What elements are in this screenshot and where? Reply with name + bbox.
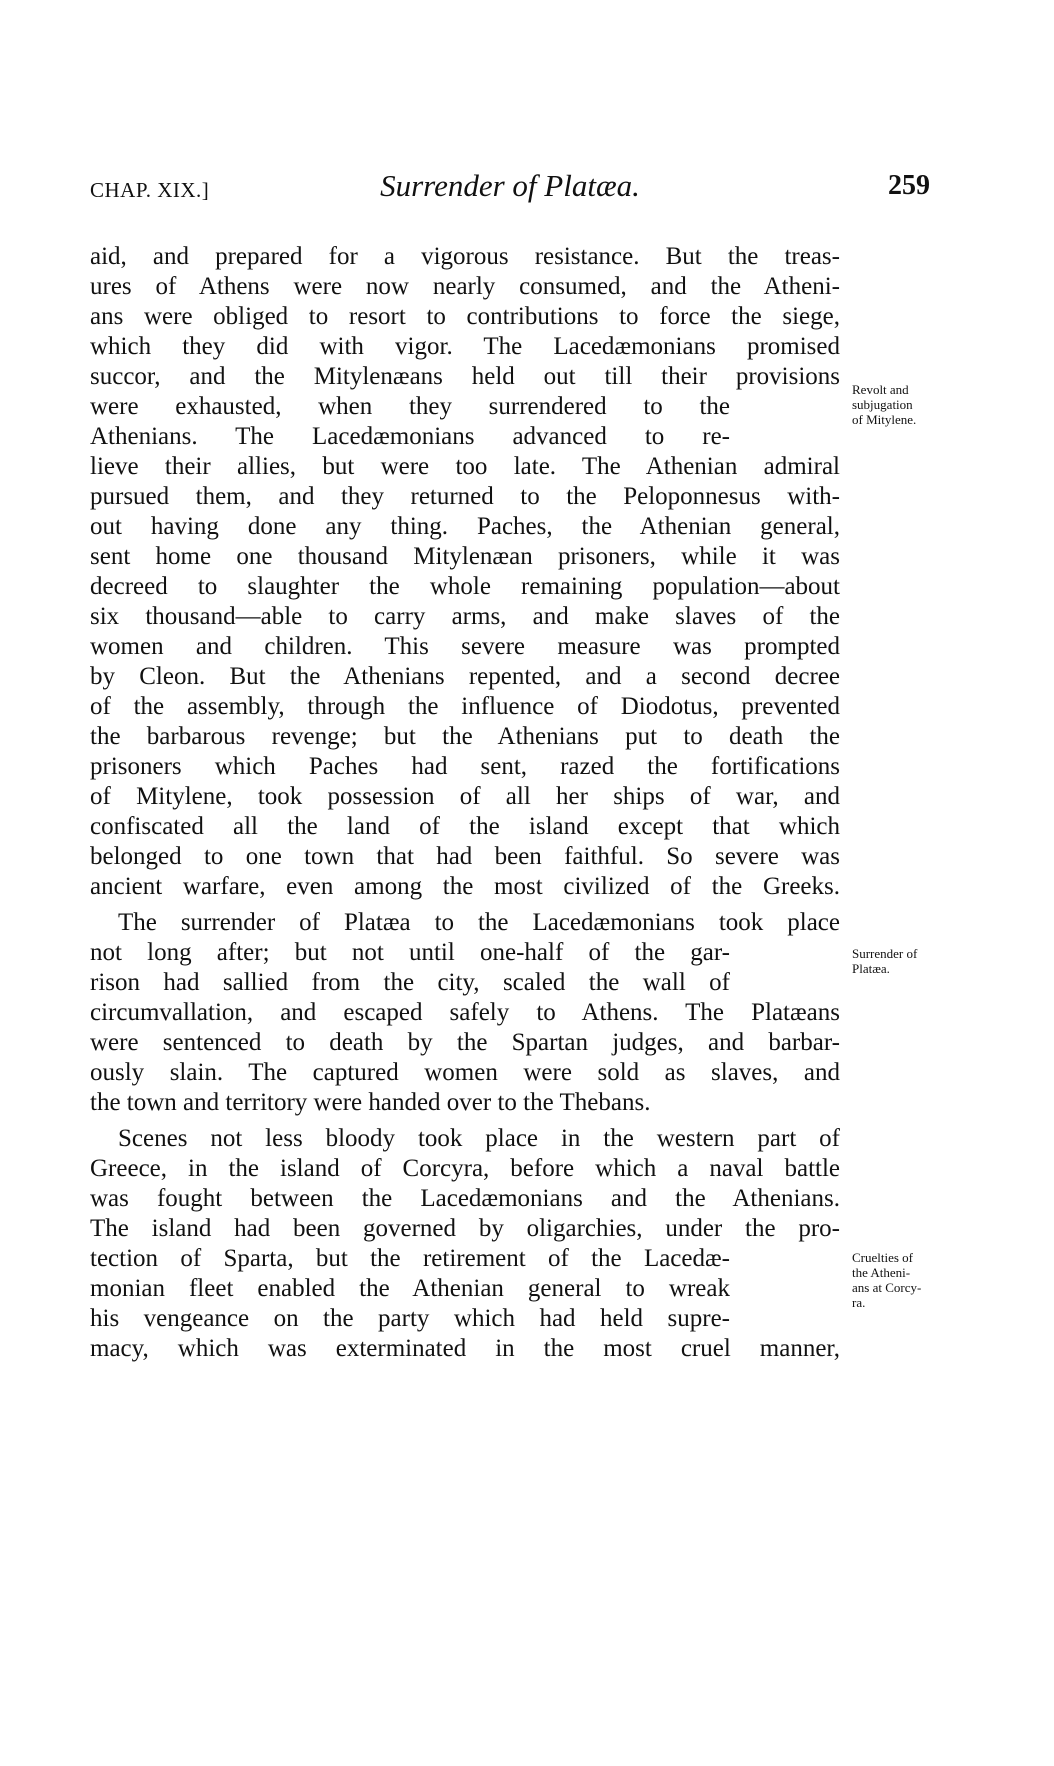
text-line: The island had been governed by oligarchies, under the pro- — [90, 1215, 840, 1242]
text-line: monian fleet enabled the Athenian general to wreak — [90, 1275, 730, 1302]
text-line: pursued them, and they returned to the Peloponnesus with- — [90, 483, 840, 510]
sidenote-surrender — [852, 946, 917, 976]
text-line: confiscated all the land of the island except that which — [90, 813, 840, 840]
text-line: ans were obliged to resort to contributions to force the siege, — [90, 303, 840, 330]
sidenote-line: Platæa. — [852, 961, 890, 976]
text-line: not long after; but not until one-half of the gar- — [90, 939, 730, 966]
text-line: macy, which was exterminated in the most cruel manner, — [90, 1335, 840, 1362]
chapter-label: CHAP. XIX.] — [90, 178, 210, 202]
text-line: which they did with vigor. The Lacedæmonians promised — [90, 333, 840, 360]
sidenote-line: of Mitylene. — [852, 412, 917, 427]
text-line: Greece, in the island of Corcyra, before which a naval battle — [90, 1155, 840, 1182]
text-line: of the assembly, through the influence of Diodotus, prevented — [90, 693, 840, 720]
text-line: Athenians. The Lacedæmonians advanced to re- — [90, 423, 730, 450]
text-line: Scenes not less bloody took place in the western part of — [118, 1125, 840, 1152]
page-title: Surrender of Platæa. — [380, 168, 640, 203]
sidenote-line: subjugation — [852, 397, 913, 412]
text-line: of Mitylene, took possession of all her ships of war, and — [90, 783, 840, 810]
text-line: were exhausted, when they surrendered to the — [90, 393, 730, 420]
text-line: the town and territory were handed over to the Thebans. — [90, 1089, 651, 1116]
text-line: his vengeance on the party which had held supre- — [90, 1305, 730, 1332]
text-line: were sentenced to death by the Spartan judges, and barbar- — [90, 1029, 840, 1056]
text-line: was fought between the Lacedæmonians and the Athenians. — [90, 1185, 840, 1212]
text-line: by Cleon. But the Athenians repented, and a second decree — [90, 663, 840, 690]
running-header — [90, 168, 930, 216]
text-line: aid, and prepared for a vigorous resistance. But the treas- — [90, 243, 840, 270]
text-line: The surrender of Platæa to the Lacedæmonians took place — [118, 909, 840, 936]
text-line: women and children. This severe measure was prompted — [90, 633, 840, 660]
text-line: lieve their allies, but were too late. The Athenian admiral — [90, 453, 840, 480]
text-line: decreed to slaughter the whole remaining population—about — [90, 573, 840, 600]
text-line: ures of Athens were now nearly consumed, and the Atheni- — [90, 273, 840, 300]
text-line: tection of Sparta, but the retirement of the Lacedæ- — [90, 1245, 730, 1272]
text-line: ancient warfare, even among the most civilized of the Greeks. — [90, 873, 840, 900]
sidenote-line: ra. — [852, 1295, 866, 1310]
text-line: six thousand—able to carry arms, and make slaves of the — [90, 603, 840, 630]
page-number: 259 — [888, 170, 930, 201]
text-line: belonged to one town that had been faithful. So severe was — [90, 843, 840, 870]
text-line: out having done any thing. Paches, the Athenian general, — [90, 513, 840, 540]
text-line: the barbarous revenge; but the Athenians put to death the — [90, 723, 840, 750]
text-line: succor, and the Mitylenæans held out till their provisions — [90, 363, 840, 390]
sidenote-line: Revolt and — [852, 382, 909, 397]
sidenote-line: ans at Corcy- — [852, 1280, 922, 1295]
text-line: circumvallation, and escaped safely to Athens. The Platæans — [90, 999, 840, 1026]
text-line: ously slain. The captured women were sold as slaves, and — [90, 1059, 840, 1086]
sidenote-revolt — [852, 382, 916, 427]
sidenote-line: the Atheni- — [852, 1265, 911, 1280]
text-line: rison had sallied from the city, scaled the wall of — [90, 969, 730, 996]
sidenote-cruelties — [852, 1250, 921, 1310]
sidenote-line: Surrender of — [852, 946, 918, 961]
text-line: prisoners which Paches had sent, razed the fortifications — [90, 753, 840, 780]
sidenote-line: Cruelties of — [852, 1250, 914, 1265]
text-line: sent home one thousand Mitylenæan prisoners, while it was — [90, 543, 840, 570]
